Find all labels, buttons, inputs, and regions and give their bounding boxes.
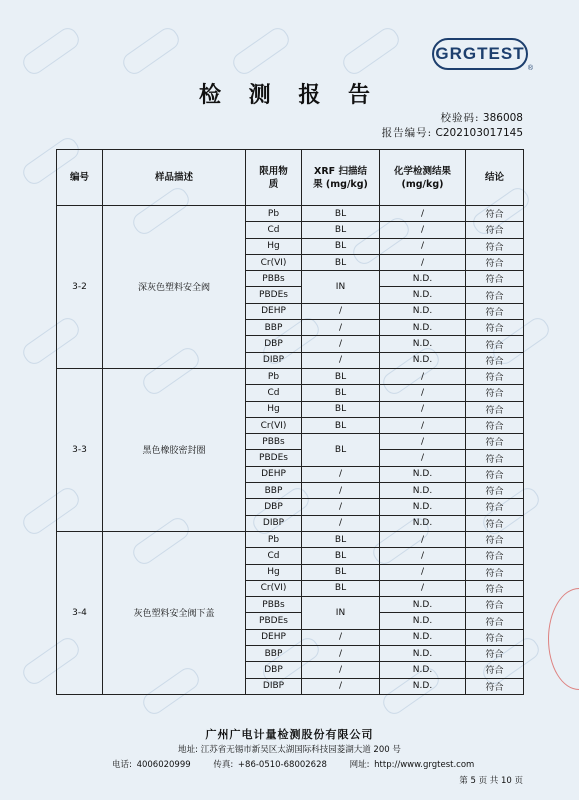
chem-cell: / <box>380 434 466 450</box>
substance-cell: PBDEs <box>246 450 302 466</box>
substance-cell: BBP <box>246 646 302 662</box>
substance-cell: Hg <box>246 238 302 254</box>
xrf-cell: IN <box>302 271 380 304</box>
conclusion-cell: 符合 <box>466 368 524 384</box>
chem-cell: N.D. <box>380 303 466 319</box>
chem-cell: / <box>380 531 466 547</box>
substance-cell: DIBP <box>246 352 302 368</box>
check-code-line <box>382 111 523 126</box>
conclusion-cell: 符合 <box>466 336 524 352</box>
sample-description: 黑色橡胶密封圈 <box>103 368 246 531</box>
sample-number: 3-4 <box>57 531 103 694</box>
conclusion-cell: 符合 <box>466 662 524 678</box>
footer-phone: 电话: 4006020999 <box>112 760 191 770</box>
xrf-cell: BL <box>302 580 380 596</box>
xrf-cell: / <box>302 499 380 515</box>
logo-text: GRGTEST <box>435 44 525 63</box>
xrf-cell: IN <box>302 597 380 630</box>
xrf-cell: / <box>302 466 380 482</box>
chem-cell: N.D. <box>380 499 466 515</box>
table-body <box>57 206 524 695</box>
substance-cell: Pb <box>246 368 302 384</box>
chem-cell: / <box>380 222 466 238</box>
chem-cell: N.D. <box>380 646 466 662</box>
conclusion-cell: 符合 <box>466 222 524 238</box>
chem-cell: N.D. <box>380 287 466 303</box>
substance-cell: BBP <box>246 320 302 336</box>
chem-cell: N.D. <box>380 613 466 629</box>
sample-description: 灰色塑料安全阀下盖 <box>103 531 246 694</box>
conclusion-cell: 符合 <box>466 434 524 450</box>
conclusion-cell: 符合 <box>466 254 524 270</box>
xrf-cell: BL <box>302 564 380 580</box>
chem-cell: / <box>380 206 466 222</box>
xrf-cell: BL <box>302 254 380 270</box>
xrf-cell: / <box>302 483 380 499</box>
conclusion-cell: 符合 <box>466 564 524 580</box>
substance-cell: Cr(VI) <box>246 254 302 270</box>
substance-cell: DBP <box>246 499 302 515</box>
conclusion-cell: 符合 <box>466 320 524 336</box>
chem-cell: / <box>380 238 466 254</box>
xrf-cell: BL <box>302 531 380 547</box>
chem-cell: N.D. <box>380 483 466 499</box>
xrf-cell: BL <box>302 368 380 384</box>
substance-cell: DEHP <box>246 466 302 482</box>
xrf-cell: BL <box>302 417 380 433</box>
conclusion-cell: 符合 <box>466 385 524 401</box>
chem-cell: / <box>380 450 466 466</box>
header-no: 编号 <box>57 150 103 206</box>
report-title: 检 测 报 告 <box>199 82 380 108</box>
logo-registered-mark: ® <box>527 65 534 72</box>
watermark-logo <box>229 24 292 78</box>
substance-cell: PBDEs <box>246 287 302 303</box>
footer-contact <box>112 758 492 770</box>
xrf-cell: BL <box>302 222 380 238</box>
xrf-cell: / <box>302 515 380 531</box>
xrf-cell: / <box>302 678 380 694</box>
chem-cell: N.D. <box>380 515 466 531</box>
report-meta <box>382 111 523 141</box>
conclusion-cell: 符合 <box>466 417 524 433</box>
substance-cell: DEHP <box>246 629 302 645</box>
substance-cell: PBBs <box>246 597 302 613</box>
chem-cell: / <box>380 368 466 384</box>
chem-cell: N.D. <box>380 662 466 678</box>
header-substance: 限用物质 <box>246 150 302 206</box>
table-row <box>57 368 524 384</box>
footer-fax: 传真: +86-0510-68002628 <box>213 760 327 770</box>
xrf-cell: BL <box>302 548 380 564</box>
check-code-value: 386008 <box>482 112 523 124</box>
header-chem: 化学检测结果(mg/kg) <box>380 150 466 206</box>
chem-cell: / <box>380 564 466 580</box>
substance-cell: DEHP <box>246 303 302 319</box>
conclusion-cell: 符合 <box>466 678 524 694</box>
conclusion-cell: 符合 <box>466 450 524 466</box>
chem-cell: N.D. <box>380 320 466 336</box>
xrf-cell: / <box>302 336 380 352</box>
conclusion-cell: 符合 <box>466 206 524 222</box>
sample-description: 深灰色塑料安全阀 <box>103 206 246 369</box>
conclusion-cell: 符合 <box>466 271 524 287</box>
conclusion-cell: 符合 <box>466 613 524 629</box>
substance-cell: DIBP <box>246 515 302 531</box>
substance-cell: Hg <box>246 564 302 580</box>
xrf-cell: / <box>302 352 380 368</box>
seal-stamp <box>548 588 579 690</box>
chem-cell: / <box>380 254 466 270</box>
conclusion-cell: 符合 <box>466 515 524 531</box>
results-table <box>56 149 524 695</box>
conclusion-cell: 符合 <box>466 352 524 368</box>
header-xrf: XRF 扫描结果 (mg/kg) <box>302 150 380 206</box>
conclusion-cell: 符合 <box>466 466 524 482</box>
xrf-cell: BL <box>302 401 380 417</box>
substance-cell: Pb <box>246 531 302 547</box>
substance-cell: Hg <box>246 401 302 417</box>
chem-cell: N.D. <box>380 678 466 694</box>
table-row <box>57 206 524 222</box>
xrf-cell: / <box>302 646 380 662</box>
conclusion-cell: 符合 <box>466 548 524 564</box>
chem-cell: / <box>380 401 466 417</box>
chem-cell: / <box>380 385 466 401</box>
substance-cell: Cr(VI) <box>246 580 302 596</box>
sample-number: 3-2 <box>57 206 103 369</box>
check-code-label: 校验码: <box>440 112 480 124</box>
report-number-value: C202103017145 <box>435 127 523 139</box>
footer-page-number: 第 5 页 共 10 页 <box>459 776 523 786</box>
chem-cell: N.D. <box>380 352 466 368</box>
substance-cell: PBBs <box>246 434 302 450</box>
substance-cell: PBBs <box>246 271 302 287</box>
header-conclusion: 结论 <box>466 150 524 206</box>
substance-cell: Pb <box>246 206 302 222</box>
substance-cell: DBP <box>246 336 302 352</box>
xrf-cell: / <box>302 303 380 319</box>
chem-cell: N.D. <box>380 336 466 352</box>
grgtest-logo <box>432 38 534 72</box>
conclusion-cell: 符合 <box>466 531 524 547</box>
xrf-cell: BL <box>302 238 380 254</box>
footer-company: 广州广电计量检测股份有限公司 <box>205 728 374 741</box>
conclusion-cell: 符合 <box>466 646 524 662</box>
chem-cell: N.D. <box>380 271 466 287</box>
conclusion-cell: 符合 <box>466 303 524 319</box>
chem-cell: N.D. <box>380 629 466 645</box>
chem-cell: / <box>380 580 466 596</box>
substance-cell: PBDEs <box>246 613 302 629</box>
conclusion-cell: 符合 <box>466 287 524 303</box>
watermark-logo <box>119 24 182 78</box>
chem-cell: N.D. <box>380 597 466 613</box>
conclusion-cell: 符合 <box>466 499 524 515</box>
report-number-line <box>382 126 523 141</box>
xrf-cell: BL <box>302 434 380 467</box>
footer-web: 网址: http://www.grgtest.com <box>349 760 475 770</box>
xrf-cell: BL <box>302 206 380 222</box>
substance-cell: Cr(VI) <box>246 417 302 433</box>
conclusion-cell: 符合 <box>466 238 524 254</box>
chem-cell: / <box>380 548 466 564</box>
substance-cell: Cd <box>246 385 302 401</box>
xrf-cell: / <box>302 629 380 645</box>
substance-cell: DIBP <box>246 678 302 694</box>
footer-address: 地址: 江苏省无锡市新吴区太湖国际科技园菱湖大道 200 号 <box>178 745 401 755</box>
conclusion-cell: 符合 <box>466 629 524 645</box>
sample-number: 3-3 <box>57 368 103 531</box>
table-header-row <box>57 150 524 206</box>
conclusion-cell: 符合 <box>466 580 524 596</box>
table-row <box>57 531 524 547</box>
substance-cell: Cd <box>246 222 302 238</box>
substance-cell: DBP <box>246 662 302 678</box>
xrf-cell: BL <box>302 385 380 401</box>
xrf-cell: / <box>302 320 380 336</box>
conclusion-cell: 符合 <box>466 401 524 417</box>
watermark-logo <box>339 24 402 78</box>
chem-cell: / <box>380 417 466 433</box>
substance-cell: BBP <box>246 483 302 499</box>
conclusion-cell: 符合 <box>466 483 524 499</box>
watermark-logo <box>19 24 82 78</box>
xrf-cell: / <box>302 662 380 678</box>
report-number-label: 报告编号: <box>381 127 433 139</box>
conclusion-cell: 符合 <box>466 597 524 613</box>
substance-cell: Cd <box>246 548 302 564</box>
header-desc: 样品描述 <box>103 150 246 206</box>
chem-cell: N.D. <box>380 466 466 482</box>
